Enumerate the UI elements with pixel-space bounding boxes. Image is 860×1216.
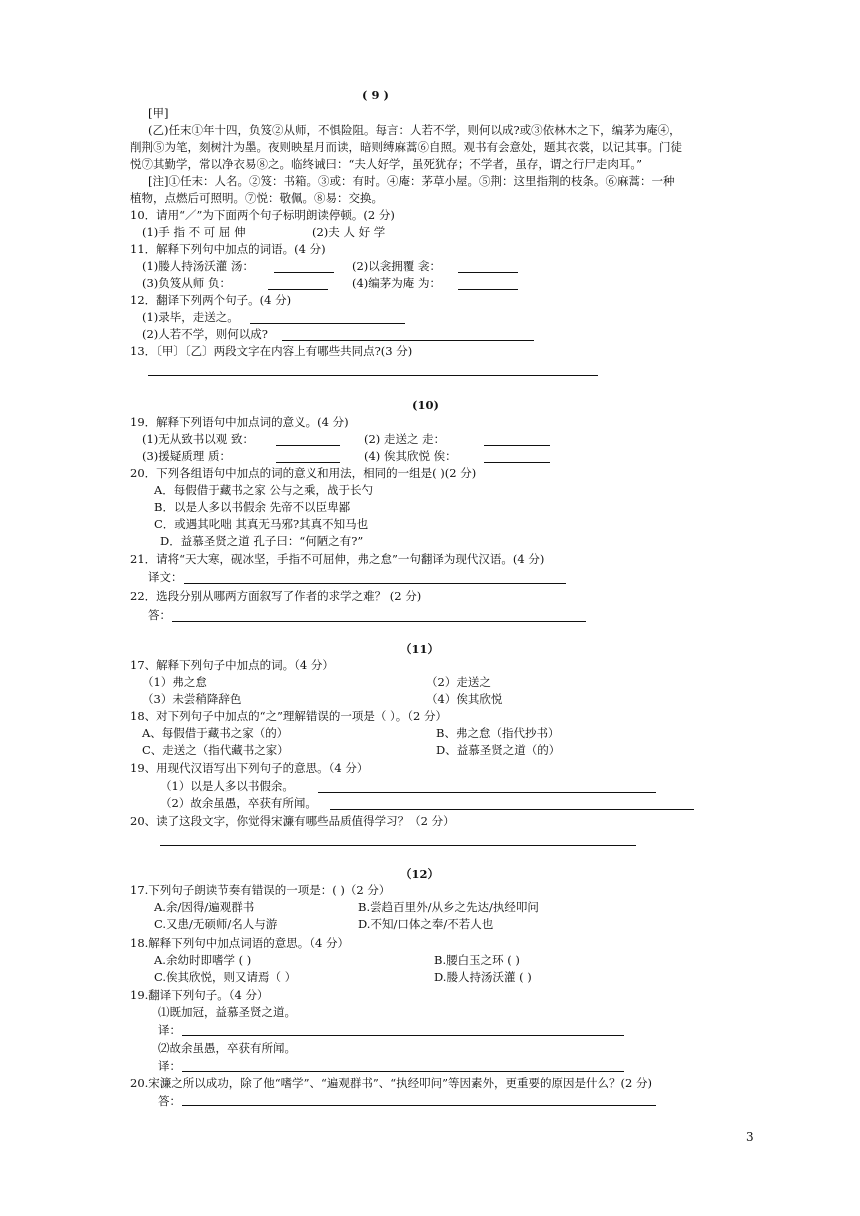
question-11: 11．解释下列句中加点的词语。(4 分) <box>130 242 326 256</box>
question-11-item-4: (4)编茅为庵 为： <box>352 276 441 290</box>
answer-line[interactable] <box>182 1071 624 1072</box>
section-10-header: (10) <box>412 398 439 412</box>
section-11-header: （11） <box>400 642 440 656</box>
question-20-option-b: B．以是人多以书假余 先帝不以臣卑鄙 <box>154 500 351 514</box>
question-11-item-3: (3)负笈从师 负： <box>142 276 231 290</box>
question-18-option-c: C、走送之（指代藏书之家） <box>142 743 289 757</box>
question-18: 18、对下列句子中加点的“之”理解错误的一项是（ ）。（2 分） <box>130 709 448 723</box>
passage-line-2: 削荆⑤为笔，刻树汁为墨。夜则映星月而读，暗则缚麻蒿⑥自照。观书有会意处，题其衣裳，以记其事。门徒 <box>130 140 682 154</box>
question-17-item-3: （3）未尝稍降辞色 <box>142 692 242 706</box>
question-18-option-d: D.媵人持汤沃灌 ( ) <box>434 970 532 984</box>
question-17: 17、解释下列句子中加点的词。（4 分） <box>130 658 334 672</box>
question-10-item-1: (1)手 指 不 可 屈 伸 <box>142 225 246 239</box>
answer-line[interactable] <box>276 462 340 463</box>
question-11-item-1: (1)媵人持汤沃灌 汤： <box>142 259 254 273</box>
question-12-item-1: (1)录毕，走送之。 <box>142 310 239 324</box>
question-19-item-2: (2) 走送之 走： <box>364 432 446 446</box>
question-20: 20．下列各组语句中加点的词的意义和用法，相同的一组是( )(2 分) <box>130 466 477 480</box>
answer-line[interactable] <box>172 621 586 622</box>
question-10: 10．请用“／”为下面两个句子标明朗读停顿。(2 分) <box>130 208 395 222</box>
question-22-answer-label: 答： <box>148 608 171 622</box>
question-20-option-d: D．益慕圣贤之道 孔子曰：“何陋之有?” <box>160 534 364 548</box>
answer-line[interactable] <box>282 340 534 341</box>
question-20-option-c: C．或遇其叱咄 其真无马邪?其真不知马也 <box>154 517 369 531</box>
note-line-2: 植物，点燃后可照明。⑦悦：敬佩。⑧易：交换。 <box>130 191 383 205</box>
answer-line[interactable] <box>160 845 636 846</box>
question-20: 20、读了这段文字，你觉得宋濂有哪些品质值得学习？（2 分） <box>130 814 455 828</box>
passage-line-1: (乙)任末①年十四，负笈②从师，不惧险阻。每言：人若不学，则何以成?或③依林木之下，编茅为庵④， <box>148 123 681 137</box>
question-19-item-1-answer-label: 译： <box>158 1023 181 1037</box>
question-19-item-3: (3)援疑质理 质： <box>142 449 231 463</box>
question-19-item-2-answer-label: 译： <box>158 1059 181 1073</box>
question-21-answer-label: 译文： <box>148 570 183 584</box>
question-18-option-a: A.余幼时即嗜学 ( ) <box>154 953 252 967</box>
question-19-item-1: (1)无从致书以观 致： <box>142 432 254 446</box>
answer-line[interactable] <box>274 272 334 273</box>
answer-line[interactable] <box>458 272 518 273</box>
answer-line[interactable] <box>182 1035 624 1036</box>
question-17: 17.下列句子朗读节奏有错误的一项是：( )（2 分） <box>130 883 391 897</box>
question-20: 20.宋濂之所以成功，除了他“嗜学”、“遍观群书”、“执经叩问”等因素外，更重要的原因是什么？(2 分) <box>130 1076 653 1090</box>
question-19-item-1: （1）以是人多以书假余。 <box>160 779 294 793</box>
answer-line[interactable] <box>148 375 598 376</box>
answer-line[interactable] <box>484 445 550 446</box>
question-20-option-a: A．每假借于藏书之家 公与之乘，战于长勺 <box>154 483 373 497</box>
answer-line[interactable] <box>484 462 550 463</box>
question-18-option-b: B.腰白玉之环 ( ) <box>434 953 520 967</box>
question-13: 13．〔甲〕〔乙〕两段文字在内容上有哪些共同点?(3 分) <box>130 344 413 358</box>
note-line-1: [注]①任末：人名。②笈：书箱。③或：有时。④庵：茅草小屋。⑤荆：这里指荆的枝条。⑥麻蒿：一种 <box>148 174 675 188</box>
question-18-option-a: A、每假借于藏书之家（的） <box>142 726 289 740</box>
section-9-header: ( 9 ) <box>362 88 389 102</box>
question-10-item-2: (2)夫 人 好 学 <box>312 225 386 239</box>
passage-line-3: 悦⑦其勤学，常以净衣易⑧之。临终诫曰：“夫人好学，虽死犹存；不学者，虽存，谓之行尸走肉耳。” <box>130 157 643 171</box>
question-18-option-c: C.俟其欣悦，则又请焉（ ） <box>154 970 297 984</box>
question-22: 22．选段分别从哪两方面叙写了作者的求学之难？ (2 分) <box>130 589 422 603</box>
answer-line[interactable] <box>182 1105 656 1106</box>
question-18-option-b: B、弗之怠（指代抄书） <box>436 726 560 740</box>
answer-line[interactable] <box>250 323 405 324</box>
question-19: 19、用现代汉语写出下列句子的意思。（4 分） <box>130 761 369 775</box>
question-11-item-2: (2)以衾拥覆 衾： <box>352 259 441 273</box>
question-18: 18.解释下列句中加点词语的意思。（4 分） <box>130 936 350 950</box>
question-17-item-4: （4）俟其欣悦 <box>426 692 503 706</box>
answer-line[interactable] <box>330 809 694 810</box>
question-17-option-a: A.余/因得/遍观群书 <box>154 900 255 914</box>
question-19: 19.翻译下列句子。（4 分） <box>130 988 269 1002</box>
answer-line[interactable] <box>268 289 328 290</box>
question-12-item-2: (2)人若不学，则何以成? <box>142 327 268 341</box>
page-number: 3 <box>746 1130 754 1144</box>
answer-line[interactable] <box>276 445 340 446</box>
answer-line[interactable] <box>318 792 656 793</box>
question-17-option-c: C.又患/无硕师/名人与游 <box>154 917 278 931</box>
section-12-header: （12） <box>400 867 440 881</box>
question-17-option-b: B.尝趋百里外/从乡之先达/执经叩问 <box>358 900 539 914</box>
question-18-option-d: D、益慕圣贤之道（的） <box>436 743 561 757</box>
jia-label: [甲] <box>148 106 169 120</box>
question-12: 12．翻译下列两个句子。(4 分) <box>130 293 292 307</box>
question-19-item-2: （2）故余虽愚，卒获有所闻。 <box>160 796 317 810</box>
question-19-item-2: ⑵故余虽愚，卒获有所闻。 <box>158 1041 296 1055</box>
answer-line[interactable] <box>458 289 518 290</box>
question-19-item-4: (4) 俟其欣悦 俟： <box>364 449 457 463</box>
question-17-item-1: （1）弗之怠 <box>142 675 207 689</box>
question-19-item-1: ⑴既加冠，益慕圣贤之道。 <box>158 1005 296 1019</box>
answer-line[interactable] <box>184 583 566 584</box>
question-21: 21．请将“天大寒，砚冰坚，手指不可屈伸，弗之怠”一句翻译为现代汉语。(4 分) <box>130 552 545 566</box>
question-20-answer-label: 答： <box>158 1094 181 1108</box>
question-17-item-2: （2）走送之 <box>426 675 491 689</box>
question-17-option-d: D.不知/口体之奉/不若人也 <box>358 917 494 931</box>
question-19: 19．解释下列语句中加点词的意义。(4 分) <box>130 415 349 429</box>
